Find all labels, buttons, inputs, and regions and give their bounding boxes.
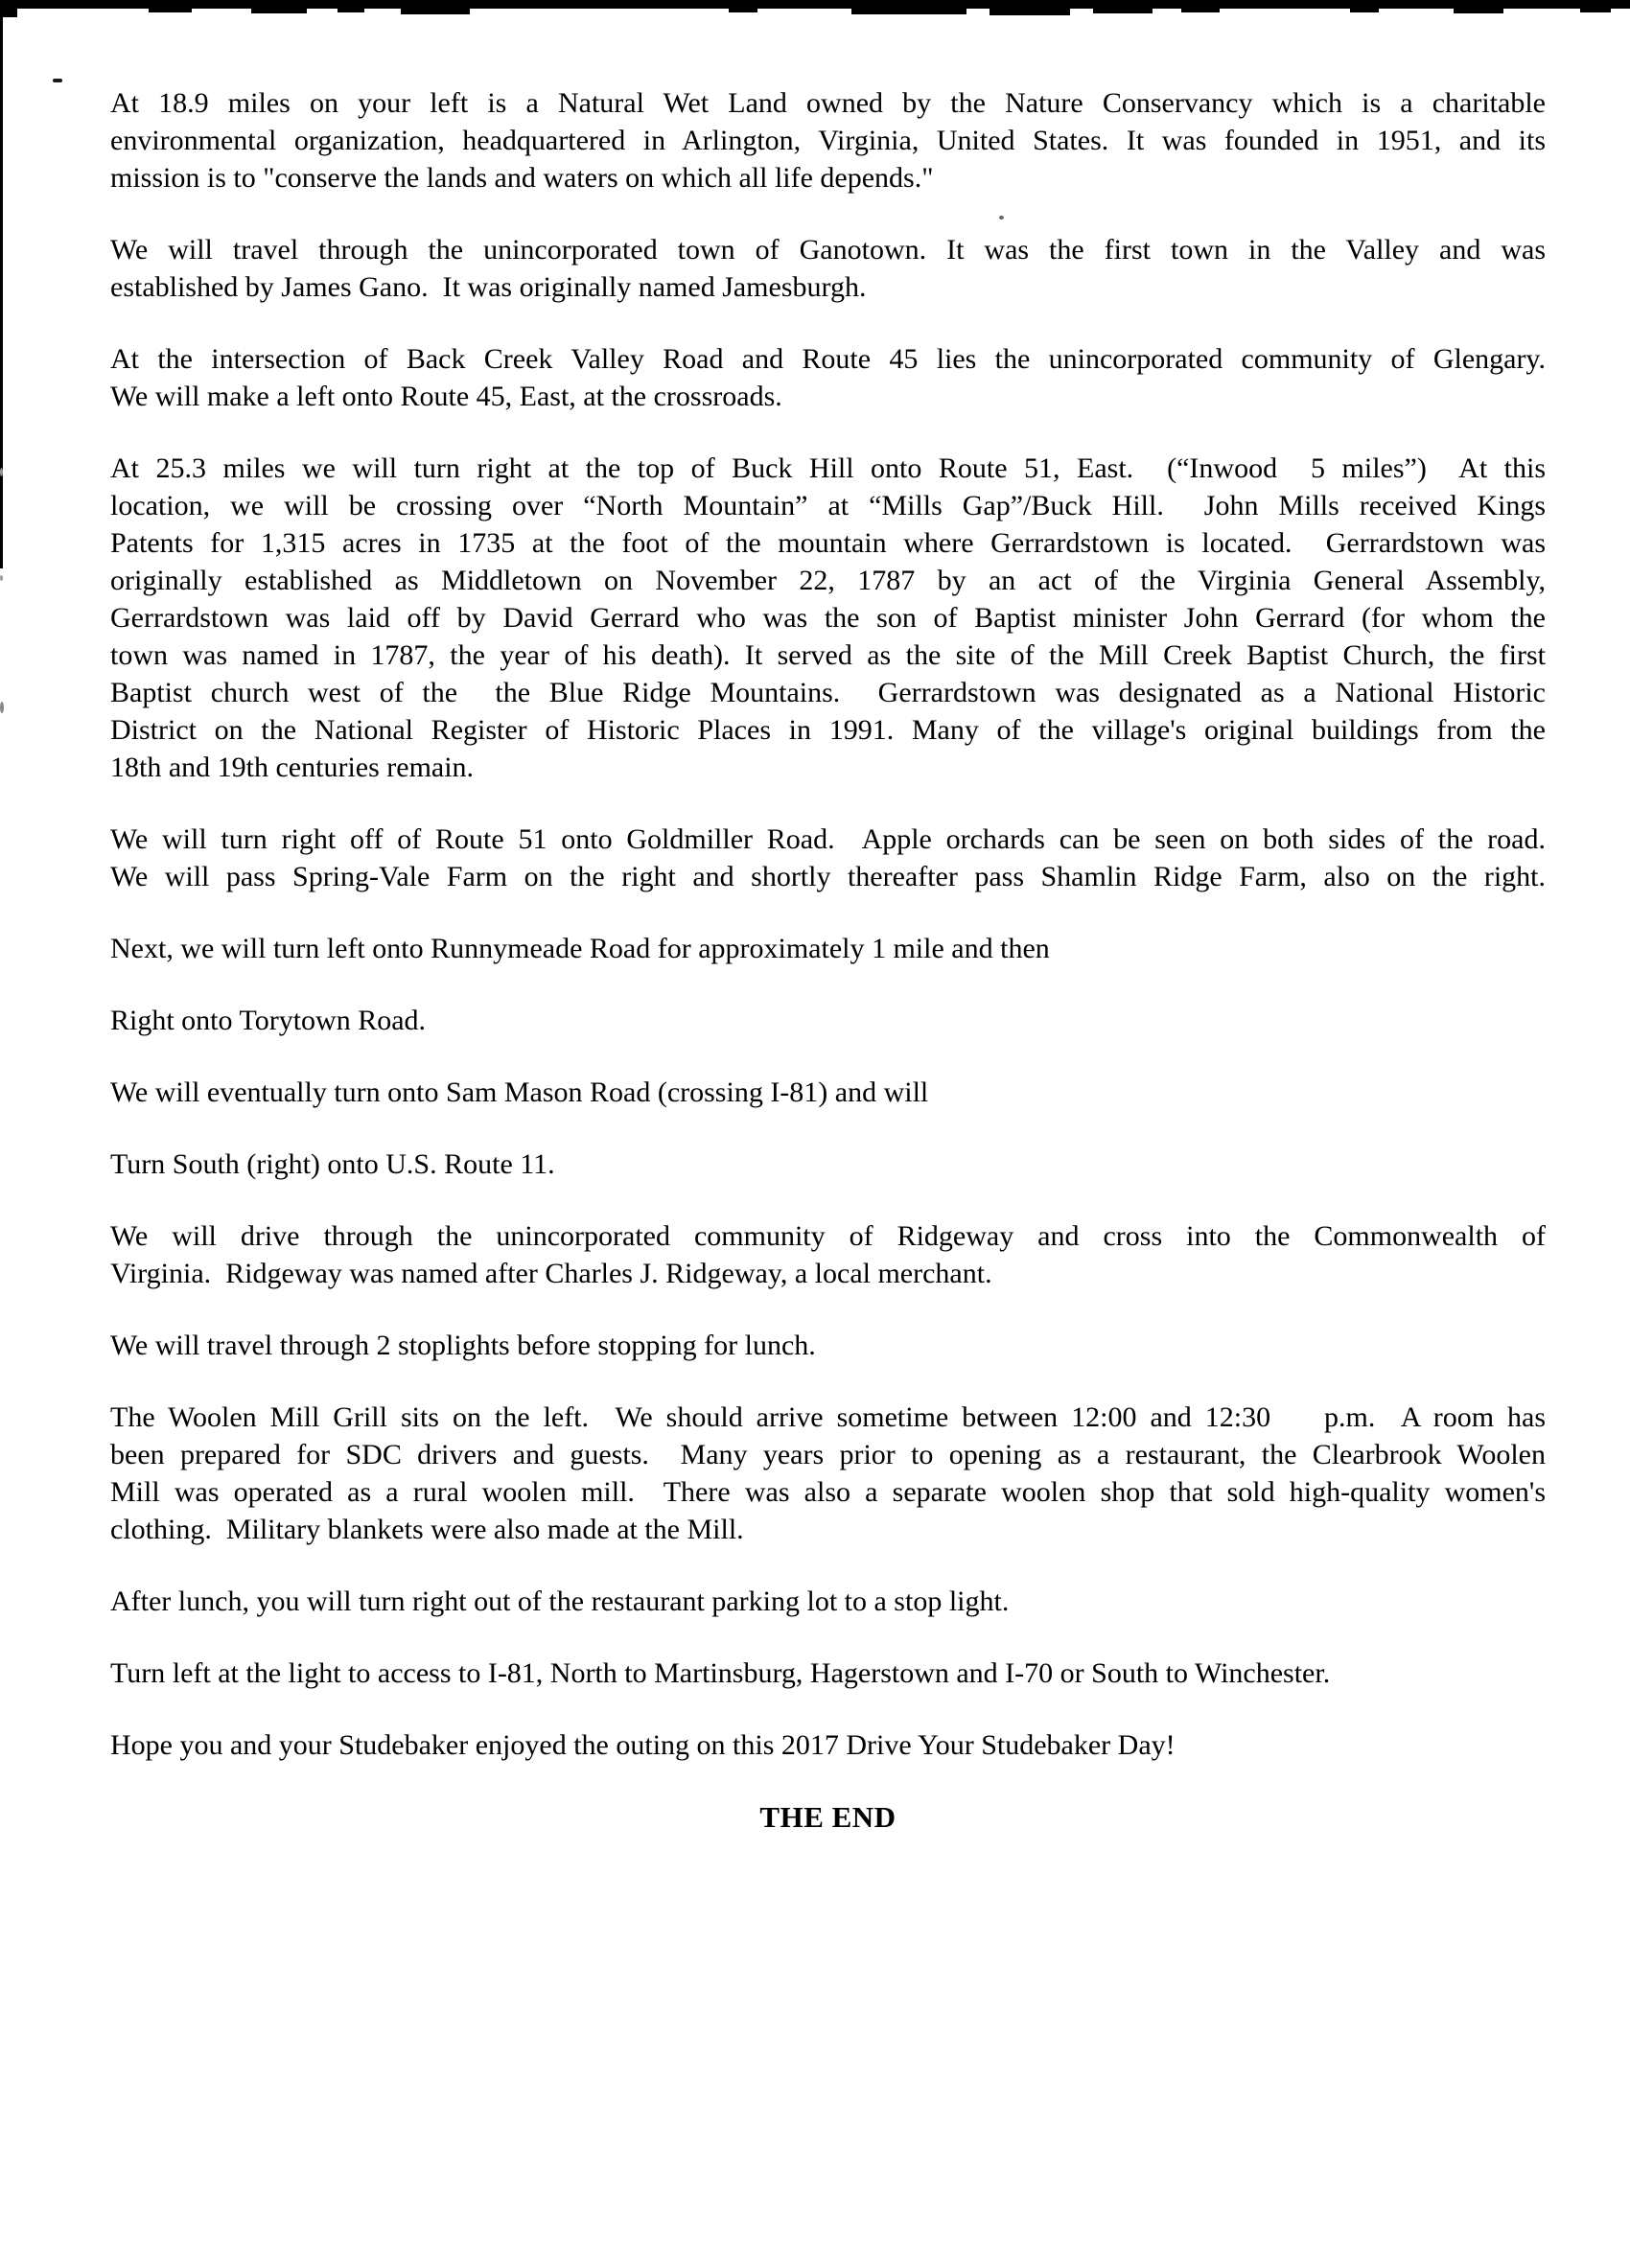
paragraph	[110, 231, 1546, 306]
paragraph	[110, 1327, 1546, 1364]
paragraph	[110, 450, 1546, 786]
text-line: Turn left at the light to access to I-81, North to Martinsburg, Hagerstown and I-70 or South to Winchester.	[110, 1657, 1331, 1689]
paragraph	[110, 84, 1546, 197]
text-line: Right onto Torytown Road.	[110, 1005, 427, 1036]
text-line: Baptist church west of the the Blue Ridge Mountains. Gerrardstown was designated as a National Historic	[110, 677, 1546, 708]
scan-artifact-speck	[0, 575, 3, 581]
scan-artifact-left-strip	[0, 0, 3, 568]
text-line: 18th and 19th centuries remain.	[110, 752, 475, 783]
text-line: After lunch, you will turn right out of the restaurant parking lot to a stop light.	[110, 1585, 1010, 1617]
text-line: We will travel through 2 stoplights before stopping for lunch.	[110, 1330, 816, 1361]
text-line: location, we will be crossing over “North Mountain” at “Mills Gap”/Buck Hill. John Mills received Kings	[110, 490, 1546, 521]
scan-artifact-top-bar	[0, 0, 1630, 9]
scan-artifact-corner-block	[0, 9, 17, 17]
text-line: We will pass Spring-Vale Farm on the right and shortly thereafter pass Shamlin Ridge Farm, also on the right.	[110, 861, 1546, 892]
text-line: At the intersection of Back Creek Valley Road and Route 45 lies the unincorporated community of Glengary.	[110, 343, 1546, 375]
text-line: Next, we will turn left onto Runnymeade Road for approximately 1 mile and then	[110, 933, 1050, 964]
text-line: The Woolen Mill Grill sits on the left. We should arrive sometime between 12:00 and 12:30 p.m. A room has	[110, 1401, 1546, 1433]
paragraph	[110, 1217, 1546, 1292]
text-line: We will turn right off of Route 51 onto Goldmiller Road. Apple orchards can be seen on both sides of the road.	[110, 823, 1546, 855]
paragraph	[110, 340, 1546, 415]
paragraph	[110, 1726, 1546, 1764]
text-line: originally established as Middletown on November 22, 1787 by an act of the Virginia General Assembly,	[110, 565, 1546, 596]
text-line: town was named in 1787, the year of his death). It served as the site of the Mill Creek Baptist Church, the first	[110, 639, 1546, 671]
text-line: Turn South (right) onto U.S. Route 11.	[110, 1148, 555, 1180]
document-body	[110, 84, 1546, 1836]
paragraph	[110, 1074, 1546, 1111]
text-line: We will travel through the unincorporated town of Ganotown. It was the first town in the Valley and was	[110, 234, 1546, 266]
paragraph	[110, 1399, 1546, 1548]
text-line: Patents for 1,315 acres in 1735 at the foot of the mountain where Gerrardstown is located. Gerrardstown was	[110, 527, 1546, 559]
text-line: Mill was operated as a rural woolen mill. There was also a separate woolen shop that sold high-quality women's	[110, 1476, 1546, 1508]
text-line: Hope you and your Studebaker enjoyed the outing on this 2017 Drive Your Studebaker Day!	[110, 1729, 1176, 1761]
text-line: mission is to "conserve the lands and waters on which all life depends."	[110, 162, 934, 194]
text-line: District on the National Register of Historic Places in 1991. Many of the village's original buildings from the	[110, 714, 1546, 746]
text-line: Virginia. Ridgeway was named after Charles J. Ridgeway, a local merchant.	[110, 1258, 992, 1289]
text-line: At 25.3 miles we will turn right at the top of Buck Hill onto Route 51, East. (“Inwood 5 miles”) At this	[110, 452, 1546, 484]
text-line: At 18.9 miles on your left is a Natural Wet Land owned by the Nature Conservancy which is a charitable	[110, 87, 1546, 119]
paragraph	[110, 1655, 1546, 1692]
closing-title: THE END	[759, 1800, 896, 1834]
text-line: Gerrardstown was laid off by David Gerrard who was the son of Baptist minister John Gerrard (for whom the	[110, 602, 1546, 634]
paragraph	[110, 1146, 1546, 1183]
text-line: We will drive through the unincorporated community of Ridgeway and cross into the Commonwealth of	[110, 1220, 1546, 1252]
paragraph	[110, 930, 1546, 967]
text-line: We will eventually turn onto Sam Mason Road (crossing I-81) and will	[110, 1076, 929, 1108]
text-line: clothing. Military blankets were also made at the Mill.	[110, 1514, 744, 1545]
text-line: We will make a left onto Route 45, East, at the crossroads.	[110, 381, 782, 412]
scan-artifact-speck	[0, 702, 4, 713]
text-line: environmental organization, headquartered in Arlington, Virginia, United States. It was founded in 1951, and its	[110, 125, 1546, 156]
paragraph	[110, 821, 1546, 895]
text-line: been prepared for SDC drivers and guests. Many years prior to opening as a restaurant, the Clearbrook Woolen	[110, 1439, 1546, 1470]
scan-artifact-dash	[53, 79, 62, 82]
text-line: established by James Gano. It was originally named Jamesburgh.	[110, 271, 867, 303]
paragraph	[110, 1583, 1546, 1620]
paragraph	[110, 1002, 1546, 1039]
scan-artifact-speck	[0, 468, 3, 476]
